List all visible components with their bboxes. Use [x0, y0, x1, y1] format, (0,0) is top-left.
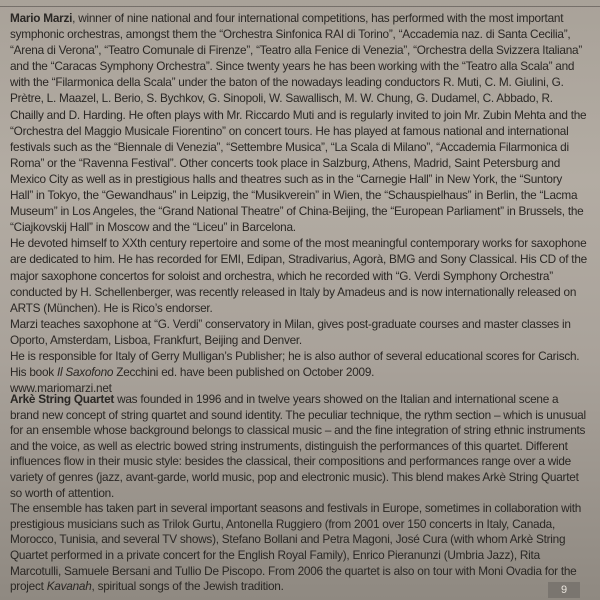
bio-paragraph-1 — [10, 10, 588, 235]
bio-paragraph-2: He devoted himself to XXth century repertoire and some of the most meaningful contemporary works for saxophone are dedicated to him. He has recorded for EMI, Edipan, Stradivarius, Agorà, BMG and Sony Classical. His CD of the major saxophone concertos for soloist and orchestra, which he recorded with “G. Verdi Symphony Orchestra” conducted by H. Schellenberger, was recently released in Italy by Amadeus and is now internationally released on ARTS (München). He is Rico’s endorser. — [10, 236, 587, 315]
arke-quartet-biography — [10, 392, 588, 595]
bio-text-5b: Zecchini ed. have been published on October 2009. — [113, 365, 375, 380]
bio-paragraph-3: Marzi teaches saxophone at “G. Verdi” conservatory in Milan, gives post-graduate courses and master classes in Oporto, Amsterdam, Lisboa, Frankfurt, Beijing and Denver. — [10, 316, 571, 347]
quartet-text-1: was founded in 1996 and in twelve years showed on the Italian and international scene a brand new concept of string quartet and sound identity. The peculiar technique, the rythm section – which is unusual for an ensemble whose background belongs to classical music – and the fine integration of string ethnic instruments and the voice, as well as electric bowed string instruments, distinguish the performances of this quartet. Different influences flow in their music style: besides the classical, their compositions and performances range over a wide variety of genres (jazz, avant-garde, world music, pop and electronic music). This blend makes Arkè String Quartet so worth of attention. — [10, 392, 586, 500]
page-number: 9 — [548, 582, 580, 598]
quartet-text-2a: The ensemble has taken part in several important seasons and festivals in Europe, sometimes in collaboration with prestigious musicians such as Trilok Gurtu, Antonella Ruggiero (from 2001 over 150 concerts in Italy, Canada, Morocco, Tunisia, and several TV shows), Stefano Bollani and Petra Magoni, José Cura (with whom Arkè String Quartet performed in a private concert for the English Royal Family), Enrico Pieranunzi (Umbria Jazz), Rita Marcotulli, Samuele Bersani and Tullio De Piscopo. From 2006 the quartet is also on tour with Moni Ovadia for the project — [10, 501, 582, 594]
quartet-text-2b: , spiritual songs of the Jewish tradition. — [91, 579, 284, 594]
bio-name: Mario Marzi — [10, 11, 73, 25]
quartet-paragraph-2 — [10, 501, 588, 595]
mario-marzi-biography — [10, 10, 588, 396]
bio-paragraph-4: He is responsible for Italy of Gerry Mulligan’s Publisher; he is also author of several educational scores for Carisch. — [10, 348, 580, 363]
project-title: Kavanah — [46, 579, 92, 594]
quartet-name: Arkè String Quartet — [10, 392, 115, 406]
top-rule — [0, 6, 600, 7]
book-title: Il Saxofono — [56, 365, 114, 380]
bio-paragraph-5 — [10, 364, 588, 380]
bio-text-5a: His book — [10, 365, 57, 380]
quartet-paragraph-1 — [10, 392, 588, 501]
website-url: www.mariomarzi.net — [10, 381, 112, 396]
bio-text-1: , winner of nine national and four international competitions, has performed with the most important symphonic orchestras, amongst them the “Orchestra Sinfonica RAI di Torino”, “Accademia naz. di Santa Cecilia”, “Arena di Verona”, “Teatro Comunale di Firenze”, “Teatro alla Fenice di Venezia”, “Orchestra della Svizzera Italiana” and the “Caracas Symphony Orchestra”. Since twenty years he has been working with the “Teatro alla Scala” and with the “Filarmonica della Scala” under the baton of the nowadays leading conductors R. Muti, C. M. Giulini, G. Prètre, L. Maazel, L. Berio, S. Bychkov, G. Sinopoli, W. Sawallisch, M. W. Chung, G. Dudamel, C. Abbado, R. Chailly and D. Harding. He often plays with Mr. Riccardo Muti and is regularly invited to join Mr. Zubin Mehta and the “Orchestra del Maggio Musicale Fiorentino” on concert tours. He has played at famous national and international festivals such as the “Biennale di Venezia”, “Settembre Musica”, “La Scala di Milano”, “Accademia Filarmonica di Roma” or the “Ravenna Festival”. Other concerts took place in Salzburg, Athens, Madrid, Saint Petersburg and Mexico City as well as in prestigious halls and theatres such as in the “Carnegie Hall” in New York, the “Suntory Hall” in Tokyo, the “Gewandhaus” in Leipzig, the “Musikverein” in Wien, the “Schauspielhaus” in Berlin, the “Lacma Museum” in Los Angeles, the “Grand National Theatre” of China-Beijing, the “European Parliament” in Brussels, the “Ciajkovskij Hall” in Moscow and the “Liceu” in Barcelona. — [10, 11, 587, 235]
